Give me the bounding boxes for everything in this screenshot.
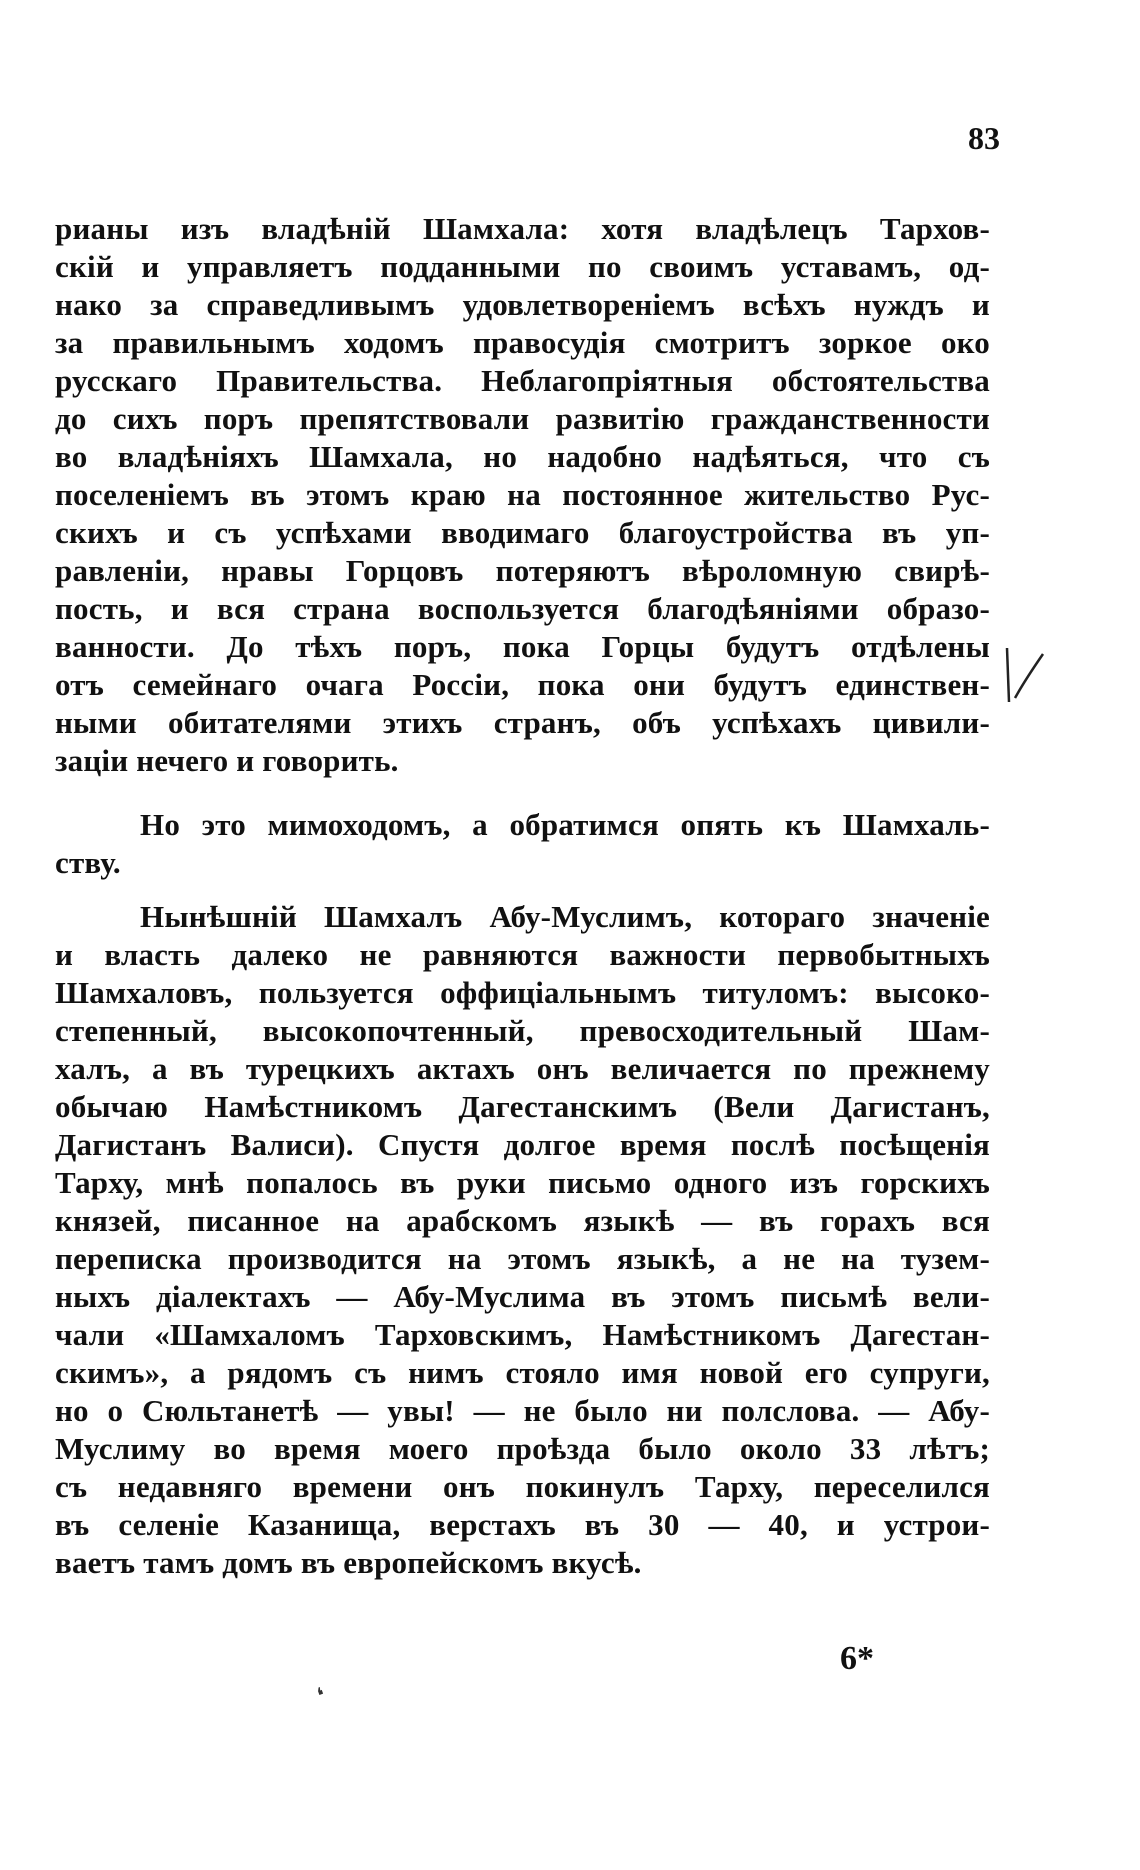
text-line: ванности. До тѣхъ поръ, пока Горцы будутъ отдѣлены [55,629,990,664]
text-line: и власть далеко не равняются важности первобытныхъ [55,937,990,972]
text-line: скій и управляетъ подданными по своимъ уставамъ, од- [55,249,990,284]
text-line: Муслиму во время моего проѣзда было около 33 лѣтъ; [55,1431,990,1466]
page-number: 83 [968,120,1000,156]
text-line: Но это мимоходомъ, а обратимся опять къ Шамхаль- [140,807,990,842]
text-line: обычаю Намѣстникомъ Дагестанскимъ (Вели Дагистанъ, [55,1089,990,1124]
text-line: съ недавняго времени онъ покинулъ Тарху, переселился [55,1469,990,1504]
text-line: отъ семейнаго очага Россіи, пока они будутъ единствен- [55,667,990,702]
margin-check-mark [1003,640,1048,720]
text-line: русскаго Правительства. Неблагопріятныя обстоятельства [55,363,990,398]
text-line: ству. [55,845,121,880]
text-line: Тарху, мнѣ попалось въ руки письмо одного изъ горскихъ [55,1165,990,1200]
text-line: скимъ», а рядомъ съ нимъ стояло имя новой его супруги, [55,1355,990,1390]
text-line: Нынѣшній Шамхалъ Абу-Муслимъ, котораго значеніе [140,899,990,934]
text-line: ваетъ тамъ домъ въ европейскомъ вкусѣ. [55,1545,642,1580]
text-line: Дагистанъ Валиси). Спустя долгое время послѣ посѣщенія [55,1127,990,1162]
text-line: степенный, высокопочтенный, превосходительный Шам- [55,1013,990,1048]
text-line: ными обитателями этихъ странъ, объ успѣхахъ цивили- [55,705,990,740]
signature-mark: 6* [840,1640,874,1677]
text-line: заціи нечего и говорить. [55,743,399,778]
text-line: князей, писанное на арабскомъ языкѣ — въ горахъ вся [55,1203,990,1238]
text-line: переписка производится на этомъ языкѣ, а не на тузем- [55,1241,990,1276]
text-line: ныхъ діалектахъ — Абу-Муслима въ этомъ письмѣ вели- [55,1279,990,1314]
text-line: за правильнымъ ходомъ правосудія смотритъ зоркое око [55,325,990,360]
text-line: чали «Шамхаломъ Тарховскимъ, Намѣстникомъ Дагестан- [55,1317,990,1352]
text-line: нако за справедливымъ удовлетвореніемъ всѣхъ нуждъ и [55,287,990,322]
text-line: во владѣніяхъ Шамхала, но надобно надѣяться, что съ [55,439,990,474]
text-line: поселеніемъ въ этомъ краю на постоянное жительство Рус- [55,477,990,512]
text-line: въ селеніе Казанища, верстахъ въ 30 — 40, и устрои- [55,1507,990,1542]
text-line: до сихъ поръ препятствовали развитію гражданственности [55,401,990,436]
text-line: но о Сюльтанетѣ — увы! — не было ни полслова. — Абу- [55,1393,990,1428]
text-line: халъ, а въ турецкихъ актахъ онъ величается по прежнему [55,1051,990,1086]
text-line: скихъ и съ успѣхами вводимаго благоустройства въ уп- [55,515,990,550]
paragraph-3 [55,898,990,1582]
paragraph-1 [55,210,990,780]
stray-ink-mark: ❛ [313,1682,329,1709]
text-line: рианы изъ владѣній Шамхала: хотя владѣлецъ Тархов- [55,211,990,246]
text-line: пость, и вся страна воспользуется благодѣяніями образо- [55,591,990,626]
paragraph-2 [55,806,990,882]
text-line: равленіи, нравы Горцовъ потеряютъ вѣроломную свирѣ- [55,553,990,588]
text-line: Шамхаловъ, пользуется оффиціальнымъ титуломъ: высоко- [55,975,990,1010]
